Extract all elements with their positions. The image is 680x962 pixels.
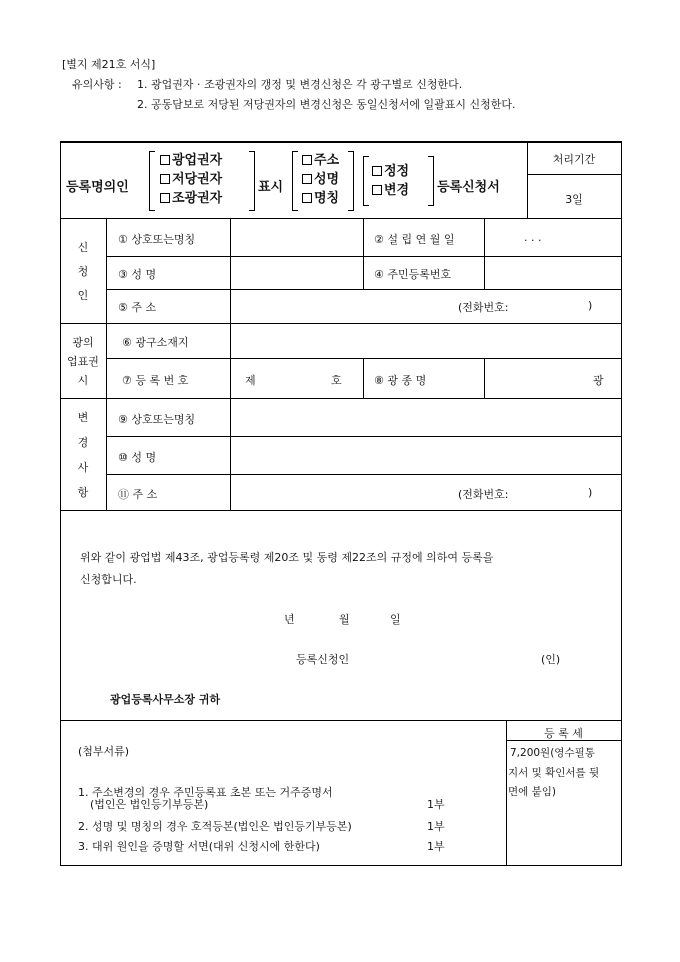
f11-input[interactable] xyxy=(232,477,452,507)
change-phone-input[interactable] xyxy=(530,477,580,507)
date-day: 일 xyxy=(390,613,401,626)
fee-line1: 7,200원(영수필통 xyxy=(510,747,595,759)
change-section-label: 변 경 사 항 xyxy=(77,411,89,499)
checkbox-icon xyxy=(372,166,382,176)
f9-label: ⑨ 상호또는명칭 xyxy=(118,413,196,426)
checkbox-icon xyxy=(160,193,170,203)
field-option-title[interactable]: 명칭 xyxy=(302,189,339,208)
mine-section-label: 광의 업표권 시 xyxy=(67,336,99,387)
applicant-phone-close: ) xyxy=(588,299,593,312)
checkbox-icon xyxy=(160,155,170,165)
f9-input[interactable] xyxy=(232,401,617,433)
action-option-correct[interactable]: 정정 xyxy=(372,162,409,181)
header-title-left: 등록명의인 xyxy=(66,180,129,195)
applicant-section-label: 신 청 인 xyxy=(77,241,89,302)
holder-option-mortgage[interactable]: 저당권자 xyxy=(160,170,222,189)
display-label: 표시 xyxy=(258,180,284,195)
declaration-line2: 신청합니다. xyxy=(80,573,137,586)
f8-input[interactable] xyxy=(487,364,582,392)
attachment-1-qty: 1부 xyxy=(427,798,445,811)
attachment-3-qty: 1부 xyxy=(427,840,445,853)
checkbox-icon xyxy=(302,174,312,184)
holder-options xyxy=(160,151,222,208)
f6-label: ⑥ 광구소재지 xyxy=(122,336,189,349)
date-year: 년 xyxy=(284,613,295,626)
f6-input[interactable] xyxy=(232,326,617,356)
f8-suffix: 광 xyxy=(593,374,604,387)
checkbox-icon xyxy=(302,193,312,203)
f7-input[interactable] xyxy=(262,364,322,392)
attachment-1-line1: 1. 주소변경의 경우 주민등록표 초본 또는 거주증명서 xyxy=(78,786,333,799)
holder-option-concession[interactable]: 조광권자 xyxy=(160,189,222,208)
note-2: 2. 공동담보로 저당된 저당권자의 변경신청은 동일신청서에 일괄표시 신청한다. xyxy=(137,98,516,111)
attachment-2-qty: 1부 xyxy=(427,820,445,833)
attachment-3: 3. 대위 원인을 증명할 서면(대위 신청시에 한한다) xyxy=(78,840,320,853)
f5-label: ⑤ 주 소 xyxy=(118,301,157,314)
fee-label: 등 록 세 xyxy=(544,727,583,740)
f4-input[interactable] xyxy=(487,259,617,287)
attachment-1-line2: (법인은 법인등기부등본) xyxy=(90,798,209,811)
date-month: 월 xyxy=(339,613,350,626)
header-title-right: 등록신청서 xyxy=(437,180,500,195)
field-options xyxy=(302,151,339,208)
notes-label: 유의사항 : xyxy=(72,78,122,91)
processing-label: 처리기간 xyxy=(552,153,596,166)
change-phone-label: (전화번호: xyxy=(458,488,509,501)
holder-option-mine[interactable]: 광업권자 xyxy=(160,151,222,170)
f10-label: ⑩ 성 명 xyxy=(118,451,157,464)
applicant-phone-input[interactable] xyxy=(530,292,580,320)
field-option-name[interactable]: 성명 xyxy=(302,170,339,189)
applicant-signature-label: 등록신청인 xyxy=(296,653,350,666)
f7-label: ⑦ 등 록 번 호 xyxy=(122,374,189,387)
fee-line3: 면에 붙임) xyxy=(508,786,557,798)
f4-label: ④ 주민등록번호 xyxy=(374,268,452,281)
attachments-title: (첨부서류) xyxy=(78,745,130,758)
f1-input[interactable] xyxy=(232,224,360,254)
note-1: 1. 광업권자 · 조광권자의 갱정 및 변경신청은 각 광구별로 신청한다. xyxy=(137,78,463,91)
action-options xyxy=(372,162,409,200)
checkbox-icon xyxy=(160,174,170,184)
action-option-change[interactable]: 변경 xyxy=(372,181,409,200)
f5-input[interactable] xyxy=(232,292,452,320)
checkbox-icon xyxy=(302,155,312,165)
f2-input[interactable]: . . . xyxy=(524,231,542,244)
form-id: [별지 제21호 서식] xyxy=(62,58,156,71)
f7-suffix: 호 xyxy=(331,374,342,387)
f1-label: ① 상호또는명칭 xyxy=(118,233,196,246)
applicant-phone-label: (전화번호: xyxy=(458,301,509,314)
f8-label: ⑧ 광 종 명 xyxy=(374,374,427,387)
applicant-signature-input[interactable] xyxy=(368,644,528,668)
field-option-address[interactable]: 주소 xyxy=(302,151,339,170)
f2-label: ② 설 립 연 월 일 xyxy=(374,233,455,246)
attachment-2: 2. 성명 및 명칭의 경우 호적등본(법인은 법인등기부등본) xyxy=(78,820,352,833)
f3-label: ③ 성 명 xyxy=(118,268,157,281)
change-phone-close: ) xyxy=(588,486,593,499)
checkbox-icon xyxy=(372,185,382,195)
fee-line2: 지서 및 확인서를 뒷 xyxy=(508,767,600,779)
processing-value: 3일 xyxy=(565,193,583,206)
f7-prefix: 제 xyxy=(245,374,256,387)
f3-input[interactable] xyxy=(232,259,360,287)
addressee: 광업등록사무소장 귀하 xyxy=(110,693,221,706)
seal-mark: (인) xyxy=(541,653,561,666)
f11-label: ⑪ 주 소 xyxy=(118,488,158,501)
f10-input[interactable] xyxy=(232,439,617,471)
declaration-line1: 위와 같이 광업법 제43조, 광업등록령 제20조 및 동령 제22조의 규정에 의하여 등록을 xyxy=(80,551,494,564)
